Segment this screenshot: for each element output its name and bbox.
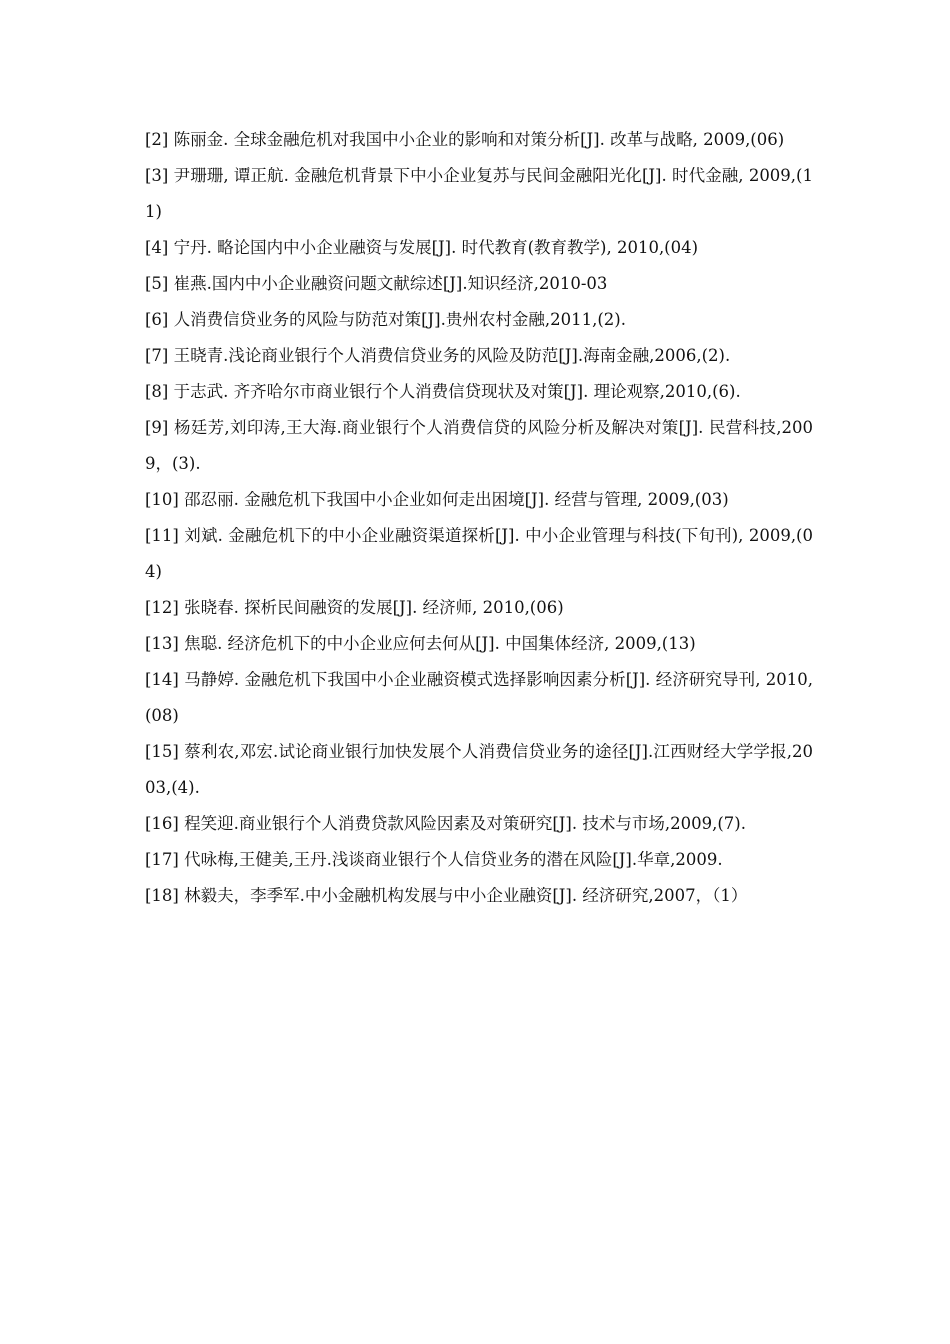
reference-item: [18] 林毅夫，李季军.中小金融机构发展与中小企业融资[J]. 经济研究,2007，（1）	[145, 886, 748, 905]
reference-item: [11] 刘斌. 金融危机下的中小企业融资渠道探析[J]. 中小企业管理与科技(下旬刊), 2009,(04)	[145, 526, 813, 581]
reference-item: [4] 宁丹. 略论国内中小企业融资与发展[J]. 时代教育(教育教学), 2010,(04)	[145, 238, 699, 257]
reference-item: [15] 蔡利农,邓宏.试论商业银行加快发展个人消费信贷业务的途径[J].江西财经大学学报,2003,(4).	[145, 742, 813, 797]
reference-item: [6] 人消费信贷业务的风险与防范对策[J].贵州农村金融,2011,(2).	[145, 310, 626, 329]
reference-item: [17] 代咏梅,王健美,王丹.浅谈商业银行个人信贷业务的潜在风险[J].华章,2009.	[145, 850, 723, 869]
reference-list	[145, 122, 813, 914]
reference-item: [5] 崔燕.国内中小企业融资问题文献综述[J].知识经济,2010-03	[145, 274, 608, 293]
reference-item: [16] 程笑迎.商业银行个人消费贷款风险因素及对策研究[J]. 技术与市场,2009,(7).	[145, 814, 746, 833]
reference-item: [14] 马静婷. 金融危机下我国中小企业融资模式选择影响因素分析[J]. 经济研究导刊, 2010,(08)	[145, 670, 813, 725]
reference-item: [9] 杨廷芳,刘印涛,王大海.商业银行个人消费信贷的风险分析及解决对策[J]. 民营科技,2009，(3).	[145, 418, 813, 473]
reference-item: [2] 陈丽金. 全球金融危机对我国中小企业的影响和对策分析[J]. 改革与战略, 2009,(06)	[145, 130, 785, 149]
reference-item: [7] 王晓青.浅论商业银行个人消费信贷业务的风险及防范[J].海南金融,2006,(2).	[145, 346, 731, 365]
reference-item: [12] 张晓春. 探析民间融资的发展[J]. 经济师, 2010,(06)	[145, 598, 564, 617]
reference-item: [10] 邵忍丽. 金融危机下我国中小企业如何走出困境[J]. 经营与管理, 2009,(03)	[145, 490, 729, 509]
reference-item: [3] 尹珊珊, 谭正航. 金融危机背景下中小企业复苏与民间金融阳光化[J]. 时代金融, 2009,(11)	[145, 166, 813, 221]
reference-item: [13] 焦聪. 经济危机下的中小企业应何去何从[J]. 中国集体经济, 2009,(13)	[145, 634, 696, 653]
reference-item: [8] 于志武. 齐齐哈尔市商业银行个人消费信贷现状及对策[J]. 理论观察,2010,(6).	[145, 382, 741, 401]
